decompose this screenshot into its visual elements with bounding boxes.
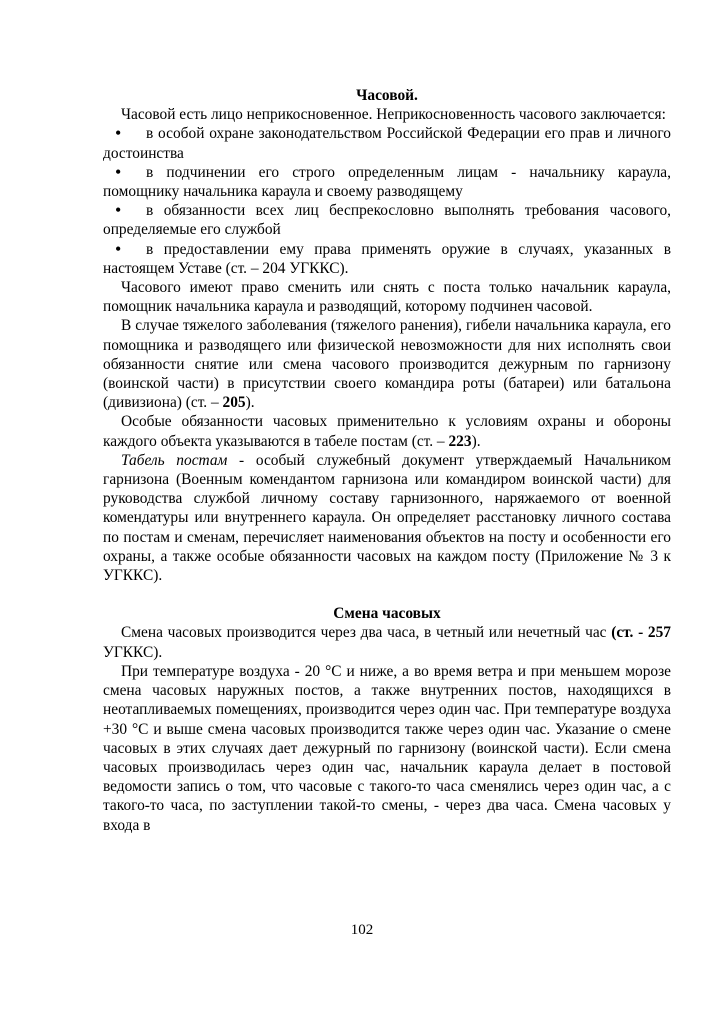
article-ref: 205 — [222, 394, 246, 412]
sentry-intro-paragraph: Часовой есть лицо неприкосновенное. Неприкосновенность часового заключается: — [121, 106, 666, 124]
section-title-shift-change: Смена часовых — [333, 605, 441, 623]
list-item: • в обязанности всех лиц беспрекословно выполнять требования часового, определяемые его службой — [103, 201, 671, 239]
document-page — [103, 86, 671, 835]
shift-interval-text: Смена часовых производится через два часа, в четный или нечетный час — [121, 624, 612, 642]
list-item: • в предоставлении ему права применять оружие в случаях, указанных в настоящем Уставе (ст. – 204 УГККС). — [103, 240, 671, 278]
section-title-sentry: Часовой. — [356, 87, 418, 104]
shift-interval-paragraph — [103, 623, 671, 661]
inviolability-list — [103, 124, 671, 278]
page-number: 102 — [350, 922, 374, 938]
article-ref: (ст. - 257 — [611, 624, 671, 642]
illness-paragraph — [103, 316, 671, 412]
replacement-paragraph: Часового имеют право сменить или снять с поста только начальник караула, помощник начальника караула и разводящий, которому подчинен часовой. — [103, 279, 671, 316]
list-item: • в подчинении его строго определенным лицам - начальнику караула, помощнику начальника караула и своему разводящему — [103, 163, 671, 201]
article-ref: 223 — [448, 432, 472, 450]
illness-end: ). — [245, 394, 255, 412]
shift-interval-end: УГККС). — [103, 643, 163, 661]
illness-text: В случае тяжелого заболевания (тяжелого ранения), гибели начальника караула, его помощника и разводящего или физической невозможности для них исполнять свои обязанности снятие или смена часового производится дежурным по гарнизону (воинской части) в присутствии своего командира роты (батареи) или батальона (дивизиона) (ст. – — [103, 317, 671, 412]
duties-text: Особые обязанности часовых применительно к условиям охраны и обороны каждого объекта указываются в табеле постам (ст. – — [103, 413, 671, 450]
duties-end: ). — [471, 432, 481, 450]
tabel-text: - особый служебный документ утверждаемый Начальником гарнизона (Военным комендантом гарнизона или командиром воинской части) для руководства службой личному составу гарнизонного, наряжаемого от военной комендатуры или внутреннего караула. Он определяет расстановку личного состава по постам и сменам, перечисляет наименования объектов на посту и особенности его охраны, а также особые обязанности часовых на каждом посту (Приложение № 3 к УГККС). — [103, 451, 671, 585]
list-item: • в особой охране законодательством Российской Федерации его прав и личного достоинства — [103, 124, 671, 162]
tabel-paragraph — [103, 451, 671, 585]
tabel-term: Табель постам — [121, 451, 228, 469]
duties-paragraph — [103, 412, 671, 450]
temperature-paragraph: При температуре воздуха - 20 °С и ниже, а во время ветра и при меньшем морозе смена часовых наружных постов, а также внутренних постов, находящихся в неотапливаемых помещениях, производится через один час. При температуре воздуха +30 °С и выше смена часовых производится также через один час. Указание о смене часовых в этих случаях дает дежурный по гарнизону (воинской части). Если смена часовых производилась через один час, начальник караула делает в постовой ведомости запись о том, что часовые с такого-то часа сменялись через один час, а с такого-то часа, по заступлении такой-то смены, - через два часа. Смена часовых у входа в — [103, 662, 671, 834]
